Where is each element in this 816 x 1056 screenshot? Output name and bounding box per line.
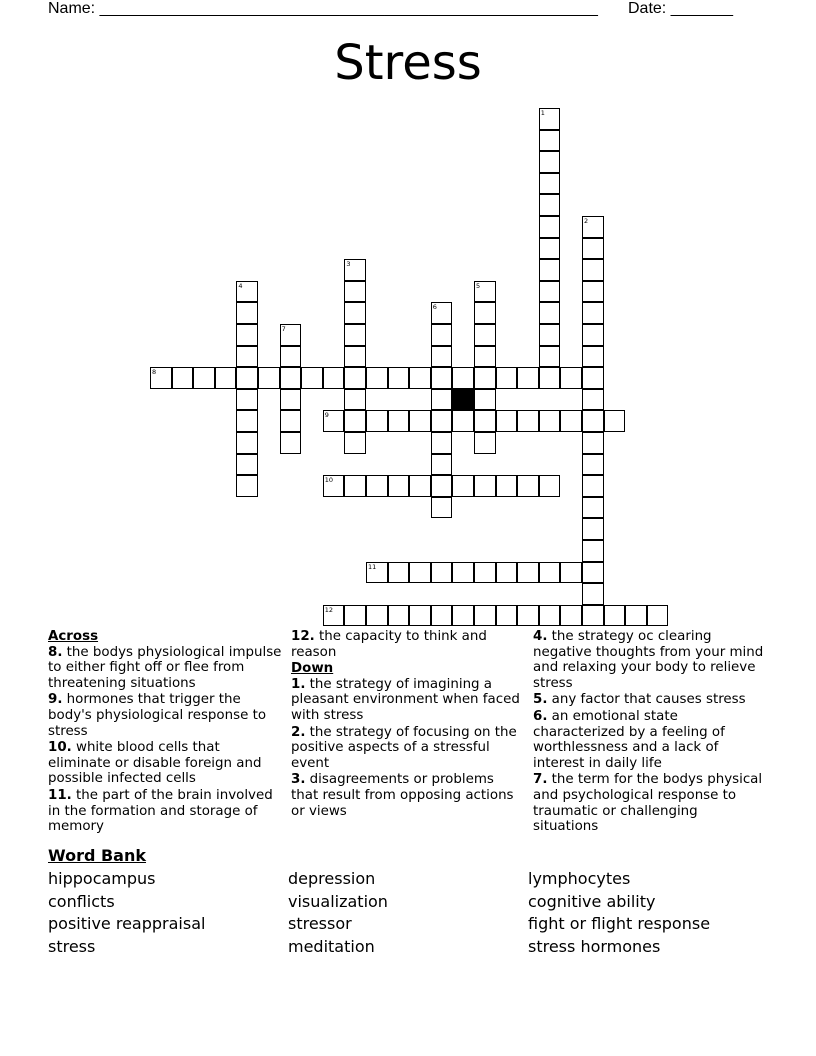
grid-cell[interactable] [431,562,453,584]
grid-clue-number: 4 [238,281,243,290]
grid-cell[interactable] [539,367,561,389]
date-field-label: Date: _______ [628,0,733,17]
grid-cell[interactable] [517,562,539,584]
grid-cell[interactable] [431,454,453,476]
word-bank-item: hippocampus [48,869,156,888]
grid-cell[interactable] [560,410,582,432]
word-bank-item: meditation [288,937,375,957]
grid-cell[interactable] [496,367,518,389]
grid-cell[interactable] [431,346,453,368]
grid-cell[interactable] [280,324,302,346]
grid-cell[interactable] [560,562,582,584]
grid-cell[interactable] [323,410,345,432]
clues-column-2 [291,629,525,820]
word-bank-item: visualization [288,891,388,911]
grid-cell[interactable] [431,389,453,411]
grid-cell[interactable] [474,562,496,584]
grid-cell[interactable] [280,346,302,368]
grid-cell[interactable] [215,367,237,389]
grid-cell[interactable] [323,475,345,497]
grid-cell[interactable] [582,324,604,346]
grid-cell[interactable] [452,562,474,584]
grid-cell[interactable] [625,605,647,627]
grid-cell[interactable] [236,454,258,476]
grid-cell[interactable] [452,475,474,497]
grid-cell[interactable] [539,194,561,216]
grid-cell[interactable] [539,130,561,152]
grid-cell[interactable] [344,324,366,346]
grid-cell[interactable] [582,432,604,454]
grid-cell[interactable] [344,302,366,324]
grid-cell[interactable] [236,324,258,346]
grid-cell[interactable] [409,367,431,389]
grid-cell[interactable] [539,259,561,281]
grid-cell[interactable] [539,324,561,346]
grid-cell[interactable] [236,346,258,368]
word-bank-column-2 [288,868,388,959]
grid-cell[interactable] [474,475,496,497]
clue-number: 12. [291,629,315,644]
clue-number: 3. [291,772,306,788]
grid-cell[interactable] [539,108,561,130]
clue-text: hormones that trigger the body's physiological response to stress [48,692,267,739]
grid-cell[interactable] [431,302,453,324]
grid-cell[interactable] [366,562,388,584]
clue-number: 5. [533,692,548,708]
clue-text: the strategy of focusing on the positive aspects of a stressful event [291,724,517,771]
grid-cell[interactable] [236,475,258,497]
grid-cell[interactable] [366,410,388,432]
grid-cell[interactable] [539,410,561,432]
grid-cell[interactable] [539,475,561,497]
grid-cell[interactable] [280,367,302,389]
grid-cell[interactable] [539,151,561,173]
grid-cell[interactable] [431,367,453,389]
grid-cell[interactable] [474,432,496,454]
grid-cell[interactable] [517,410,539,432]
grid-cell[interactable] [582,454,604,476]
grid-cell[interactable] [496,475,518,497]
grid-cell[interactable] [582,259,604,281]
clues-column-3 [533,629,767,836]
grid-cell[interactable] [560,367,582,389]
clue-item [291,629,525,660]
grid-cell[interactable] [539,346,561,368]
clue-text: the term for the bodys physical and psychological response to traumatic or challenging situations [533,772,763,835]
grid-cell[interactable] [193,367,215,389]
grid-cell[interactable] [236,432,258,454]
page-title: Stress [334,35,482,91]
grid-cell[interactable] [431,432,453,454]
grid-cell[interactable] [409,475,431,497]
grid-cell[interactable] [236,302,258,324]
clue-item [48,645,282,692]
grid-cell[interactable] [604,410,626,432]
clue-text: white blood cells that eliminate or disable foreign and possible infected cells [48,740,262,787]
grid-cell[interactable] [150,367,172,389]
clue-section-heading: Across [48,629,99,644]
grid-cell[interactable] [517,367,539,389]
grid-clue-number: 1 [540,109,545,117]
word-bank-item: stress hormones [528,937,661,957]
grid-cell[interactable] [236,389,258,411]
clue-text: disagreements or problems that result from opposing actions or views [291,772,514,819]
clue-number: 8. [48,644,63,660]
grid-cell[interactable] [474,410,496,432]
grid-cell[interactable] [323,367,345,389]
grid-cell[interactable] [431,475,453,497]
grid-cell[interactable] [366,605,388,627]
grid-cell[interactable] [388,367,410,389]
clue-text: the bodys physiological impulse to either fight off or flee from threatening situations [48,644,282,691]
grid-cell[interactable] [344,346,366,368]
clue-number: 1. [291,676,306,692]
grid-cell[interactable] [560,605,582,627]
grid-cell[interactable] [344,259,366,281]
word-bank-heading: Word Bank [48,846,147,865]
word-bank-column-3 [528,868,710,959]
clue-number: 10. [48,740,72,756]
grid-cell[interactable] [344,432,366,454]
clue-item [291,725,525,772]
grid-cell[interactable] [409,605,431,627]
grid-cell[interactable] [236,410,258,432]
grid-cell[interactable] [582,605,604,627]
clue-text: the capacity to think and reason [291,629,487,660]
grid-cell[interactable] [582,583,604,605]
grid-cell[interactable] [582,389,604,411]
grid-clue-number: 5 [476,281,481,290]
black-square [452,389,474,411]
grid-cell[interactable] [496,410,518,432]
grid-cell[interactable] [496,605,518,627]
clue-number: 7. [533,772,548,788]
grid-clue-number: 11 [368,562,377,571]
grid-cell[interactable] [366,475,388,497]
grid-cell[interactable] [474,605,496,627]
word-bank-item: stressor [288,914,352,934]
grid-cell[interactable] [280,410,302,432]
word-bank-item: conflicts [48,891,115,911]
grid-cell[interactable] [280,389,302,411]
clue-item [533,692,767,708]
grid-cell[interactable] [539,173,561,195]
grid-clue-number: 3 [346,260,351,269]
grid-cell[interactable] [582,410,604,432]
grid-clue-number: 8 [152,368,157,377]
grid-cell[interactable] [582,367,604,389]
grid-cell[interactable] [604,605,626,627]
grid-cell[interactable] [388,410,410,432]
clue-number: 9. [48,692,63,708]
grid-cell[interactable] [409,410,431,432]
grid-cell[interactable] [474,302,496,324]
word-bank-item: stress [48,937,96,957]
grid-clue-number: 9 [324,411,329,420]
word-bank-item: lymphocytes [528,869,631,888]
grid-cell[interactable] [582,238,604,260]
grid-cell[interactable] [344,605,366,627]
grid-clue-number: 2 [584,217,589,225]
grid-cell[interactable] [582,540,604,562]
grid-cell[interactable] [647,605,669,627]
grid-cell[interactable] [582,302,604,324]
name-field-label: Name: ________________________________________________________ [48,0,598,17]
grid-cell[interactable] [344,410,366,432]
grid-cell[interactable] [517,605,539,627]
clue-item [291,677,525,724]
clue-section-heading: Down [291,661,334,677]
grid-cell[interactable] [496,562,518,584]
grid-cell[interactable] [474,367,496,389]
grid-cell[interactable] [517,475,539,497]
word-bank-item: cognitive ability [528,891,656,911]
grid-cell[interactable] [323,605,345,627]
grid-cell[interactable] [431,410,453,432]
grid-cell[interactable] [582,216,604,238]
grid-clue-number: 6 [432,303,437,312]
word-bank-item: positive reappraisal [48,914,206,934]
grid-clue-number: 7 [281,325,286,333]
grid-cell[interactable] [539,281,561,303]
clue-number: 6. [533,708,548,724]
word-bank-column-1 [48,868,205,959]
grid-cell[interactable] [582,562,604,584]
grid-cell[interactable] [431,324,453,346]
clue-number: 11. [48,787,72,803]
grid-clue-number: 12 [324,605,334,614]
clue-text: an emotional state characterized by a feeling of worthlessness and a lack of interest in daily life [533,708,725,771]
grid-cell[interactable] [236,281,258,303]
grid-cell[interactable] [409,562,431,584]
grid-cell[interactable] [431,497,453,519]
grid-cell[interactable] [539,302,561,324]
grid-clue-number: 10 [324,476,334,485]
clue-text: the strategy oc clearing negative thoughts from your mind and relaxing your body to relieve stress [533,629,764,691]
grid-cell[interactable] [236,367,258,389]
clue-item [533,629,767,691]
grid-cell[interactable] [388,562,410,584]
grid-cell[interactable] [582,497,604,519]
grid-cell[interactable] [344,281,366,303]
grid-cell[interactable] [366,367,388,389]
grid-cell[interactable] [539,238,561,260]
clue-item [533,709,767,771]
grid-cell[interactable] [539,605,561,627]
clue-item [48,740,282,787]
grid-cell[interactable] [582,281,604,303]
grid-cell[interactable] [301,367,323,389]
grid-cell[interactable] [539,562,561,584]
grid-cell[interactable] [280,432,302,454]
word-bank-item: depression [288,869,376,888]
clue-number: 2. [291,724,306,740]
grid-cell[interactable] [452,410,474,432]
clue-item [48,788,282,835]
grid-cell[interactable] [452,605,474,627]
grid-cell[interactable] [258,367,280,389]
grid-cell[interactable] [474,324,496,346]
grid-cell[interactable] [582,346,604,368]
grid-cell[interactable] [344,389,366,411]
grid-cell[interactable] [474,281,496,303]
clue-text: the strategy of imagining a pleasant environment when faced with stress [291,676,520,723]
clues-column-1 [48,629,282,836]
word-bank-item: fight or flight response [528,914,711,934]
clue-item [533,772,767,834]
grid-cell[interactable] [474,389,496,411]
clue-text: any factor that causes stress [547,692,746,708]
grid-cell[interactable] [172,367,194,389]
clue-item [48,692,282,739]
grid-cell[interactable] [344,475,366,497]
clue-number: 4. [533,629,548,644]
grid-cell[interactable] [388,475,410,497]
grid-cell[interactable] [539,216,561,238]
grid-cell[interactable] [431,605,453,627]
grid-cell[interactable] [452,367,474,389]
grid-cell[interactable] [474,346,496,368]
grid-cell[interactable] [582,475,604,497]
grid-cell[interactable] [344,367,366,389]
grid-cell[interactable] [388,605,410,627]
grid-cell[interactable] [582,518,604,540]
clue-item [291,772,525,819]
clue-text: the part of the brain involved in the formation and storage of memory [48,787,273,835]
